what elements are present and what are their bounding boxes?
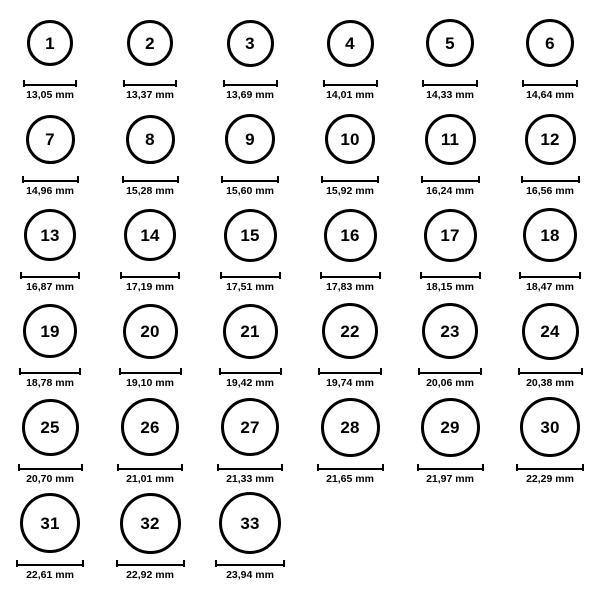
ring-circle-wrap	[523, 200, 577, 270]
dimension-line-icon	[120, 272, 180, 279]
ring-diameter-label: 19,10 mm	[126, 377, 174, 389]
dimension-line-icon	[418, 368, 482, 375]
dimension-line-icon	[522, 80, 578, 87]
ring-circle	[120, 493, 181, 554]
ring-size-label: 33	[240, 513, 260, 533]
ring-diameter-label: 23,94 mm	[226, 569, 274, 581]
ring-circle	[526, 19, 574, 67]
ring-circle	[321, 398, 380, 457]
ring-circle-wrap	[225, 104, 275, 174]
dimension-annotation	[320, 272, 381, 293]
ring-diameter-label: 15,60 mm	[226, 185, 274, 197]
dimension-annotation	[521, 176, 580, 197]
ring-circle-wrap	[219, 488, 281, 558]
ring-circle	[324, 209, 377, 262]
dimension-annotation	[518, 368, 583, 389]
ring-diameter-label: 19,42 mm	[226, 377, 274, 389]
ring-diameter-label: 18,15 mm	[426, 281, 474, 293]
ring-circle-wrap	[425, 104, 476, 174]
ring-circle-wrap	[221, 392, 279, 462]
dimension-line-icon	[320, 272, 381, 279]
dimension-line-icon	[417, 464, 484, 471]
ring-circle	[223, 304, 278, 359]
ring-circle-wrap	[24, 200, 76, 270]
ring-diameter-label: 14,96 mm	[26, 185, 74, 197]
dimension-annotation	[519, 272, 581, 293]
ring-size-label: 27	[240, 417, 260, 437]
dimension-annotation	[117, 464, 183, 485]
ring-circle-wrap	[26, 104, 75, 174]
dimension-annotation	[22, 176, 79, 197]
dimension-annotation	[23, 80, 77, 101]
ring-circle	[520, 397, 580, 457]
ring-circle	[221, 398, 279, 456]
ring-diameter-label: 16,24 mm	[426, 185, 474, 197]
ring-size-cell	[300, 8, 400, 104]
ring-circle-wrap	[22, 392, 79, 462]
ring-size-label: 20	[140, 321, 160, 341]
ring-circle	[522, 303, 579, 360]
ring-size-label: 26	[140, 417, 160, 437]
ring-circle	[425, 114, 476, 165]
ring-diameter-label: 20,70 mm	[26, 473, 74, 485]
ring-size-cell	[500, 8, 600, 104]
ring-circle	[322, 303, 378, 359]
dimension-annotation	[417, 464, 484, 485]
dimension-annotation	[516, 464, 584, 485]
ring-circle	[23, 304, 77, 358]
dimension-line-icon	[122, 176, 179, 183]
ring-diameter-label: 16,56 mm	[526, 185, 574, 197]
ring-circle-wrap	[422, 296, 478, 366]
ring-size-cell	[0, 392, 100, 488]
ring-size-cell	[100, 200, 200, 296]
ring-circle	[20, 493, 80, 553]
dimension-line-icon	[123, 80, 177, 87]
ring-circle	[224, 209, 277, 262]
ring-diameter-label: 18,78 mm	[26, 377, 74, 389]
ring-diameter-label: 19,74 mm	[326, 377, 374, 389]
ring-size-label: 18	[540, 225, 560, 245]
ring-size-cell	[300, 296, 400, 392]
dimension-annotation	[223, 80, 278, 101]
ring-circle	[426, 19, 474, 67]
ring-circle-wrap	[27, 8, 73, 78]
ring-size-cell	[500, 296, 600, 392]
ring-diameter-label: 20,06 mm	[426, 377, 474, 389]
dimension-line-icon	[516, 464, 584, 471]
ring-circle-wrap	[126, 104, 175, 174]
ring-diameter-label: 18,47 mm	[526, 281, 574, 293]
ring-circle-wrap	[224, 200, 277, 270]
ring-size-label: 9	[245, 129, 255, 149]
ring-size-label: 11	[440, 129, 460, 149]
ring-circle-wrap	[322, 296, 378, 366]
dimension-annotation	[418, 368, 482, 389]
ring-diameter-label: 22,92 mm	[126, 569, 174, 581]
ring-size-cell	[100, 488, 200, 584]
ring-diameter-label: 17,83 mm	[326, 281, 374, 293]
ring-size-label: 15	[240, 225, 260, 245]
ring-circle	[219, 492, 281, 554]
ring-circle	[126, 115, 175, 164]
ring-size-cell	[200, 296, 300, 392]
dimension-line-icon	[18, 464, 83, 471]
ring-size-label: 6	[545, 33, 555, 53]
ring-size-cell	[100, 392, 200, 488]
ring-size-label: 7	[45, 129, 55, 149]
ring-circle-wrap	[426, 8, 474, 78]
ring-circle-wrap	[522, 296, 579, 366]
ring-diameter-label: 15,92 mm	[326, 185, 374, 197]
ring-size-label: 2	[145, 33, 155, 53]
dimension-annotation	[317, 464, 384, 485]
ring-circle	[325, 114, 375, 164]
dimension-annotation	[321, 176, 379, 197]
ring-circle	[127, 20, 173, 66]
ring-size-label: 8	[145, 129, 155, 149]
ring-circle	[525, 114, 576, 165]
ring-size-cell	[400, 392, 500, 488]
ring-diameter-label: 13,37 mm	[126, 89, 174, 101]
dimension-line-icon	[23, 80, 77, 87]
ring-size-cell	[500, 392, 600, 488]
dimension-line-icon	[223, 80, 278, 87]
ring-size-cell	[100, 8, 200, 104]
ring-diameter-label: 20,38 mm	[526, 377, 574, 389]
ring-size-label: 23	[440, 321, 460, 341]
ring-size-cell	[200, 200, 300, 296]
ring-size-label: 24	[540, 321, 560, 341]
ring-circle-wrap	[23, 296, 77, 366]
dimension-annotation	[318, 368, 382, 389]
ring-size-cell	[200, 104, 300, 200]
ring-size-label: 32	[140, 513, 160, 533]
ring-circle-wrap	[127, 8, 173, 78]
ring-circle-wrap	[120, 488, 181, 558]
ring-size-label: 16	[340, 225, 360, 245]
ring-size-cell	[0, 296, 100, 392]
ring-size-cell	[400, 8, 500, 104]
ring-diameter-label: 14,01 mm	[326, 89, 374, 101]
ring-size-label: 4	[345, 33, 355, 53]
dimension-annotation	[123, 80, 177, 101]
ring-size-cell	[400, 200, 500, 296]
ring-size-cell	[200, 392, 300, 488]
ring-circle	[421, 398, 480, 457]
dimension-annotation	[122, 176, 179, 197]
dimension-annotation	[323, 80, 378, 101]
dimension-line-icon	[16, 560, 84, 567]
dimension-line-icon	[117, 464, 183, 471]
dimension-annotation	[116, 560, 185, 581]
ring-size-label: 3	[245, 33, 255, 53]
ring-size-label: 22	[340, 321, 360, 341]
ring-circle	[424, 209, 477, 262]
dimension-line-icon	[323, 80, 378, 87]
ring-circle	[225, 114, 275, 164]
ring-size-label: 14	[140, 225, 160, 245]
ring-size-label: 28	[340, 417, 360, 437]
ring-diameter-label: 21,65 mm	[326, 473, 374, 485]
ring-circle-wrap	[123, 296, 178, 366]
ring-circle-wrap	[325, 104, 375, 174]
ring-size-label: 25	[40, 417, 60, 437]
ring-circle	[523, 208, 577, 262]
dimension-line-icon	[220, 272, 281, 279]
ring-size-cell	[200, 8, 300, 104]
dimension-annotation	[422, 80, 478, 101]
ring-size-label: 13	[40, 225, 60, 245]
dimension-annotation	[219, 368, 282, 389]
dimension-line-icon	[20, 272, 80, 279]
ring-circle-wrap	[223, 296, 278, 366]
ring-circle	[422, 303, 478, 359]
ring-diameter-label: 13,05 mm	[26, 89, 74, 101]
dimension-annotation	[215, 560, 285, 581]
dimension-line-icon	[321, 176, 379, 183]
dimension-annotation	[16, 560, 84, 581]
ring-circle	[227, 20, 274, 67]
ring-circle-wrap	[124, 200, 176, 270]
ring-circle	[27, 20, 73, 66]
ring-circle-wrap	[421, 392, 480, 462]
ring-circle	[124, 209, 176, 261]
dimension-line-icon	[22, 176, 79, 183]
ring-circle	[327, 20, 374, 67]
dimension-annotation	[19, 368, 81, 389]
ring-circle	[26, 115, 75, 164]
dimension-line-icon	[217, 464, 283, 471]
ring-size-cell	[0, 104, 100, 200]
ring-size-cell	[300, 392, 400, 488]
ring-size-cell	[500, 200, 600, 296]
dimension-line-icon	[521, 176, 580, 183]
ring-diameter-label: 16,87 mm	[26, 281, 74, 293]
ring-size-cell	[0, 488, 100, 584]
ring-circle-wrap	[520, 392, 580, 462]
ring-diameter-label: 14,64 mm	[526, 89, 574, 101]
ring-circle	[121, 398, 179, 456]
ring-size-label: 10	[340, 129, 360, 149]
dimension-line-icon	[318, 368, 382, 375]
ring-size-label: 1	[45, 33, 55, 53]
dimension-line-icon	[19, 368, 81, 375]
ring-size-label: 17	[440, 225, 460, 245]
dimension-annotation	[120, 272, 180, 293]
ring-circle	[123, 304, 178, 359]
dimension-annotation	[220, 272, 281, 293]
ring-circle	[22, 399, 79, 456]
ring-size-label: 29	[440, 417, 460, 437]
ring-size-cell	[100, 104, 200, 200]
dimension-line-icon	[317, 464, 384, 471]
dimension-line-icon	[215, 560, 285, 567]
ring-diameter-label: 17,51 mm	[226, 281, 274, 293]
ring-size-label: 21	[240, 321, 260, 341]
ring-circle-wrap	[324, 200, 377, 270]
ring-diameter-label: 22,29 mm	[526, 473, 574, 485]
dimension-annotation	[217, 464, 283, 485]
dimension-line-icon	[420, 272, 481, 279]
ring-size-cell	[0, 200, 100, 296]
ring-size-cell	[500, 104, 600, 200]
ring-diameter-label: 21,01 mm	[126, 473, 174, 485]
ring-size-cell	[300, 104, 400, 200]
dimension-line-icon	[119, 368, 182, 375]
ring-size-cell	[200, 488, 300, 584]
dimension-annotation	[20, 272, 80, 293]
ring-size-cell	[0, 8, 100, 104]
ring-size-label: 31	[40, 513, 60, 533]
ring-diameter-label: 21,33 mm	[226, 473, 274, 485]
ring-size-cell	[100, 296, 200, 392]
ring-size-label: 5	[445, 33, 455, 53]
dimension-annotation	[18, 464, 83, 485]
dimension-annotation	[420, 272, 481, 293]
dimension-annotation	[221, 176, 279, 197]
dimension-line-icon	[221, 176, 279, 183]
dimension-line-icon	[518, 368, 583, 375]
ring-circle	[24, 209, 76, 261]
dimension-line-icon	[422, 80, 478, 87]
ring-size-cell	[400, 296, 500, 392]
ring-size-label: 19	[40, 321, 60, 341]
ring-size-label: 12	[540, 129, 560, 149]
dimension-line-icon	[116, 560, 185, 567]
ring-size-label: 30	[540, 417, 560, 437]
ring-diameter-label: 22,61 mm	[26, 569, 74, 581]
ring-diameter-label: 13,69 mm	[226, 89, 274, 101]
dimension-annotation	[119, 368, 182, 389]
ring-size-cell	[400, 104, 500, 200]
dimension-line-icon	[519, 272, 581, 279]
ring-circle-wrap	[526, 8, 574, 78]
dimension-line-icon	[219, 368, 282, 375]
ring-size-cell	[300, 200, 400, 296]
ring-diameter-label: 21,97 mm	[426, 473, 474, 485]
ring-circle-wrap	[227, 8, 274, 78]
ring-circle-wrap	[327, 8, 374, 78]
ring-diameter-label: 14,33 mm	[426, 89, 474, 101]
dimension-line-icon	[421, 176, 480, 183]
dimension-annotation	[421, 176, 480, 197]
ring-circle-wrap	[321, 392, 380, 462]
ring-circle-wrap	[121, 392, 179, 462]
ring-circle-wrap	[525, 104, 576, 174]
ring-diameter-label: 17,19 mm	[126, 281, 174, 293]
ring-circle-wrap	[20, 488, 80, 558]
dimension-annotation	[522, 80, 578, 101]
ring-diameter-label: 15,28 mm	[126, 185, 174, 197]
ring-circle-wrap	[424, 200, 477, 270]
